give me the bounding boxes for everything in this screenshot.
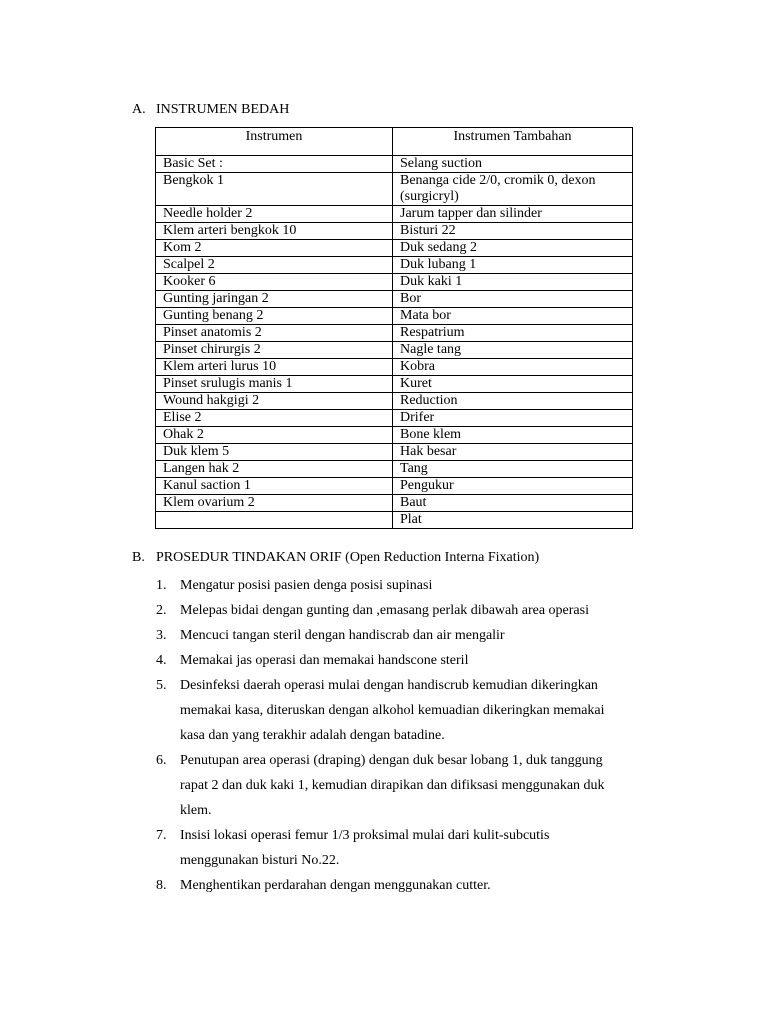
- table-row: [156, 173, 633, 206]
- instrumen-cell: Gunting jaringan 2: [156, 291, 393, 308]
- instrumen-tambahan-cell: Nagle tang: [393, 342, 633, 359]
- table-row: [156, 291, 633, 308]
- instrumen-cell: Gunting benang 2: [156, 308, 393, 325]
- step-number: 8.: [156, 878, 167, 893]
- instrumen-cell: Scalpel 2: [156, 257, 393, 274]
- procedure-step: [132, 573, 672, 598]
- table-row: [156, 444, 633, 461]
- instrumen-cell: Klem ovarium 2: [156, 495, 393, 512]
- table-row: [156, 325, 633, 342]
- step-number: 4.: [156, 653, 167, 668]
- step-number: 3.: [156, 628, 167, 643]
- step-number: 1.: [156, 578, 167, 593]
- procedure-step: [132, 648, 672, 673]
- instrumen-cell: [156, 512, 393, 529]
- step-text-line: Memakai jas operasi dan memakai handscone steril: [180, 653, 469, 668]
- instrumen-tambahan-cell: Mata bor: [393, 308, 633, 325]
- instrumen-cell: Klem arteri lurus 10: [156, 359, 393, 376]
- instrumen-cell: Pinset anatomis 2: [156, 325, 393, 342]
- table-row: [156, 410, 633, 427]
- section-b-heading: [132, 549, 539, 567]
- instrumen-cell: Pinset chirurgis 2: [156, 342, 393, 359]
- step-text-line: rapat 2 dan duk kaki 1, kemudian dirapikan dan difiksasi menggunakan duk: [180, 778, 605, 793]
- procedure-steps-list: [132, 573, 672, 898]
- instrumen-tambahan-cell: Benanga cide 2/0, cromik 0, dexon (surgicryl): [393, 173, 633, 206]
- instrumen-cell: Kooker 6: [156, 274, 393, 291]
- step-number: 2.: [156, 603, 167, 618]
- instrumen-tambahan-cell: Reduction: [393, 393, 633, 410]
- table-row: [156, 342, 633, 359]
- table-row: [156, 478, 633, 495]
- step-text-line: Desinfeksi daerah operasi mulai dengan handiscrub kemudian dikeringkan: [180, 678, 598, 693]
- table-row: [156, 512, 633, 529]
- instrumen-tambahan-cell: Respatrium: [393, 325, 633, 342]
- instrumen-tambahan-cell: Pengukur: [393, 478, 633, 495]
- procedure-step: [132, 873, 672, 898]
- table-row: [156, 240, 633, 257]
- step-text-line: Insisi lokasi operasi femur 1/3 proksimal mulai dari kulit-subcutis: [180, 828, 550, 843]
- step-text-line: kasa dan yang terakhir adalah dengan batadine.: [180, 728, 445, 743]
- table-row: [156, 393, 633, 410]
- step-text-line: menggunakan bisturi No.22.: [180, 853, 340, 868]
- instrument-table: [155, 127, 633, 529]
- procedure-step: [132, 623, 672, 648]
- instrumen-tambahan-cell: Jarum tapper dan silinder: [393, 206, 633, 223]
- table-row: [156, 495, 633, 512]
- instrumen-cell: Duk klem 5: [156, 444, 393, 461]
- instrumen-cell: Elise 2: [156, 410, 393, 427]
- step-text-line: memakai kasa, diteruskan dengan alkohol kemuadian dikeringkan memakai: [180, 703, 605, 718]
- step-number: 7.: [156, 828, 167, 843]
- procedure-step: [132, 823, 672, 873]
- instrumen-cell: Needle holder 2: [156, 206, 393, 223]
- instrumen-tambahan-cell: Bone klem: [393, 427, 633, 444]
- section-a-title: INSTRUMEN BEDAH: [156, 102, 290, 117]
- instrument-table-body: [156, 156, 633, 529]
- instrumen-tambahan-cell: Baut: [393, 495, 633, 512]
- table-row: [156, 156, 633, 173]
- column-header-instrumen-tambahan: Instrumen Tambahan: [393, 128, 633, 156]
- instrumen-cell: Wound hakgigi 2: [156, 393, 393, 410]
- instrumen-cell: Kanul saction 1: [156, 478, 393, 495]
- procedure-step: [132, 598, 672, 623]
- instrumen-cell: Ohak 2: [156, 427, 393, 444]
- table-row: [156, 274, 633, 291]
- step-text-line: Mengatur posisi pasien denga posisi supinasi: [180, 578, 433, 593]
- instrumen-tambahan-cell: Hak besar: [393, 444, 633, 461]
- instrumen-tambahan-cell: Kuret: [393, 376, 633, 393]
- table-row: [156, 206, 633, 223]
- step-text-line: Mencuci tangan steril dengan handiscrab dan air mengalir: [180, 628, 505, 643]
- table-row: [156, 359, 633, 376]
- procedure-step: [132, 748, 672, 823]
- section-a-heading: [132, 101, 289, 119]
- step-text-line: klem.: [180, 803, 212, 818]
- table-row: [156, 376, 633, 393]
- step-number: 5.: [156, 678, 167, 693]
- step-number: 6.: [156, 753, 167, 768]
- section-b-number: B.: [132, 550, 145, 565]
- instrumen-tambahan-cell: Plat: [393, 512, 633, 529]
- table-row: [156, 308, 633, 325]
- instrumen-tambahan-cell: Duk sedang 2: [393, 240, 633, 257]
- step-text-line: Penutupan area operasi (draping) dengan duk besar lobang 1, duk tanggung: [180, 753, 603, 768]
- instrumen-cell: Pinset srulugis manis 1: [156, 376, 393, 393]
- instrumen-tambahan-cell: Selang suction: [393, 156, 633, 173]
- instrumen-tambahan-cell: Kobra: [393, 359, 633, 376]
- table-row: [156, 461, 633, 478]
- instrumen-tambahan-cell: Tang: [393, 461, 633, 478]
- instrumen-tambahan-cell: Bisturi 22: [393, 223, 633, 240]
- step-text-line: Menghentikan perdarahan dengan menggunakan cutter.: [180, 878, 491, 893]
- column-header-instrumen: Instrumen: [156, 128, 393, 156]
- instrumen-cell: Bengkok 1: [156, 173, 393, 206]
- section-a-number: A.: [132, 102, 146, 117]
- instrumen-cell: Klem arteri bengkok 10: [156, 223, 393, 240]
- instrumen-cell: Langen hak 2: [156, 461, 393, 478]
- section-b-title: PROSEDUR TINDAKAN ORIF (Open Reduction Interna Fixation): [156, 550, 540, 565]
- instrumen-tambahan-cell: Drifer: [393, 410, 633, 427]
- table-row: [156, 257, 633, 274]
- step-text-line: Melepas bidai dengan gunting dan ,emasang perlak dibawah area operasi: [180, 603, 589, 618]
- table-row: [156, 223, 633, 240]
- table-row: [156, 427, 633, 444]
- instrumen-cell: Kom 2: [156, 240, 393, 257]
- procedure-step: [132, 673, 672, 748]
- instrumen-tambahan-cell: Duk lubang 1: [393, 257, 633, 274]
- instrumen-cell: Basic Set :: [156, 156, 393, 173]
- instrumen-tambahan-cell: Duk kaki 1: [393, 274, 633, 291]
- table-header-row: [156, 128, 633, 156]
- instrumen-tambahan-cell: Bor: [393, 291, 633, 308]
